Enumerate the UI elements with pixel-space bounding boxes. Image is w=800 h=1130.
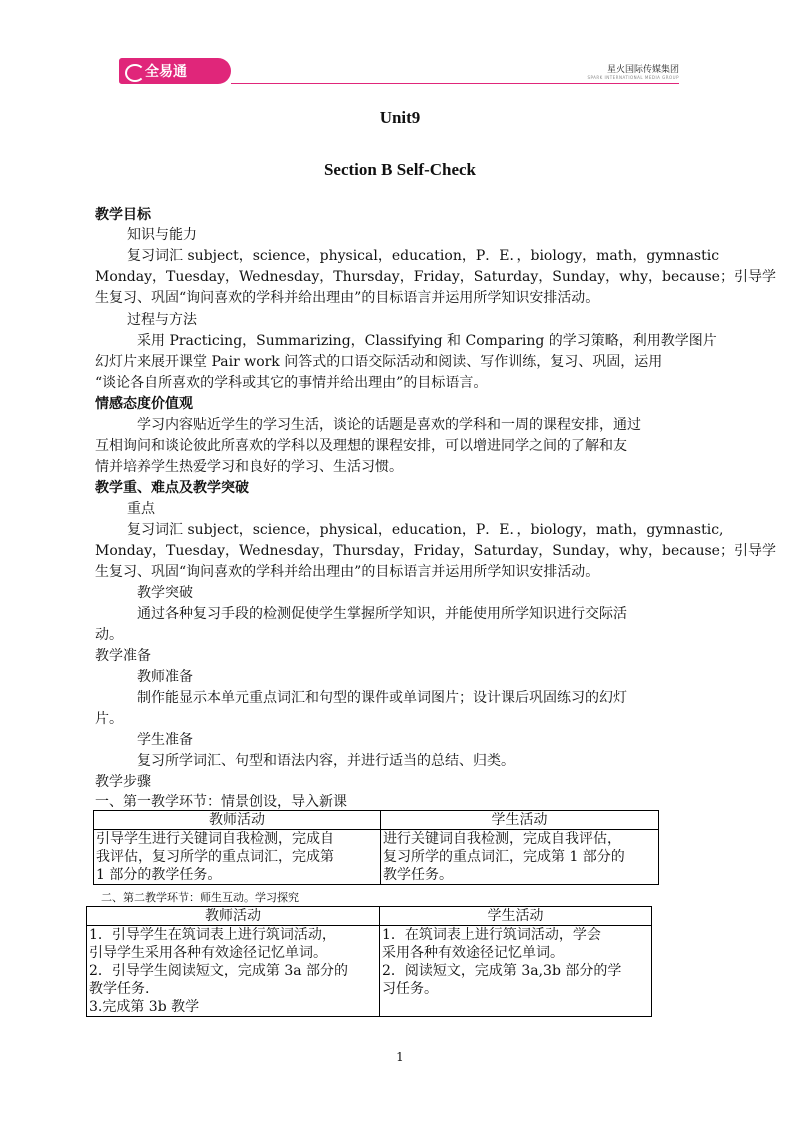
paragraph-line: “谈论各自所喜欢的学科或其它的事情并给出理由”的目标语言。 — [95, 375, 488, 391]
publisher-brand — [587, 62, 679, 80]
subheading-student-prep: 学生准备 — [137, 732, 193, 748]
subheading-process: 过程与方法 — [127, 312, 197, 328]
activity-table-2 — [86, 906, 652, 1017]
document-title: Unit9 — [379, 108, 421, 127]
publisher-name: 星火国际传媒集团 — [606, 65, 679, 75]
logo-text: 全易通 — [145, 64, 187, 80]
step-two-label: 二、第二教学环节：师生互动。学习探究 — [101, 891, 299, 904]
paragraph-line: 学习内容贴近学生的学习生活，谈论的话题是喜欢的学科和一周的课程安排，通过 — [137, 417, 641, 433]
subheading-breakthrough: 教学突破 — [137, 585, 193, 601]
paragraph-line: 情并培养学生热爱学习和良好的学习、生活习惯。 — [95, 459, 403, 475]
table-cell-teacher: 引导学生进行关键词自我检测，完成自 我评估，复习所学的重点词汇，完成第 1 部分的教学任务。 — [94, 830, 381, 885]
table-header: 学生活动 — [380, 907, 652, 926]
paragraph-line: 生复习、巩固“询问喜欢的学科并给出理由”的目标语言并运用所学知识安排活动。 — [95, 290, 600, 306]
page-header — [119, 56, 679, 86]
subheading-knowledge: 知识与能力 — [127, 227, 197, 243]
heading-steps: 教学步骤 — [95, 774, 151, 790]
subheading-focus: 重点 — [127, 501, 155, 517]
table-row — [94, 830, 659, 885]
paragraph-line: 生复习、巩固“询问喜欢的学科并给出理由”的目标语言并运用所学知识安排活动。 — [95, 564, 600, 580]
table-cell-teacher: 1．引导学生在筑词表上进行筑词活动， 引导学生采用各种有效途径记忆单词。 2．引导学生阅读短文，完成第 3a 部分的 教学任务. 3.完成第 3b 教学 — [87, 926, 380, 1017]
paragraph-line: 制作能显示本单元重点词汇和句型的课件或单词图片；设计课后巩固练习的幻灯 — [137, 690, 627, 706]
step-one-label: 一、第一教学环节：情景创设，导入新课 — [95, 794, 347, 810]
paragraph-line: 复习所学词汇、句型和语法内容，并进行适当的总结、归类。 — [137, 753, 515, 769]
document-subtitle: Section B Self-Check — [323, 160, 477, 179]
activity-table-1 — [93, 810, 659, 885]
table-cell-student: 1．在筑词表上进行筑词活动，学会 采用各种有效途径记忆单词。 2．阅读短文，完成第 3a,3b 部分的学 习任务。 — [380, 926, 652, 1017]
paragraph-line: 幻灯片来展开课堂 Pair work 问答式的口语交际活动和阅读、写作训练，复习、巩固，运用 — [95, 354, 663, 370]
publisher-name-en: SPARK INTERNATIONAL MEDIA GROUP — [587, 75, 679, 80]
table-header: 教师活动 — [87, 907, 380, 926]
paragraph-line: 通过各种复习手段的检测促使学生掌握所学知识，并能使用所学知识进行交际活 — [137, 606, 627, 622]
heading-attitude: 情感态度价值观 — [95, 396, 193, 412]
heading-key-points: 教学重、难点及教学突破 — [95, 480, 249, 496]
paragraph-line: 复习词汇 subject，science，physical，education，P．E．，biology，math，gymnastic, — [127, 522, 724, 538]
swoosh-icon — [125, 64, 145, 82]
table-header: 教师活动 — [94, 811, 381, 830]
paragraph-line: 动。 — [95, 627, 123, 643]
paragraph-line: 采用 Practicing，Summarizing，Classifying 和 Comparing 的学习策略，利用教学图片 — [137, 333, 717, 349]
heading-preparation: 教学准备 — [95, 648, 151, 664]
table-header: 学生活动 — [381, 811, 659, 830]
subheading-teacher-prep: 教师准备 — [137, 669, 193, 685]
paragraph-line: 复习词汇 subject，science，physical，education，P．E．，biology，math，gymnastic — [127, 248, 720, 264]
paragraph-line: Monday，Tuesday，Wednesday，Thursday，Friday，Saturday，Sunday，why，because；引导学 — [95, 543, 776, 559]
heading-teaching-goals: 教学目标 — [95, 207, 151, 223]
paragraph-line: Monday，Tuesday，Wednesday，Thursday，Friday，Saturday，Sunday，why，because；引导学 — [95, 269, 776, 285]
page-number: 1 — [396, 1050, 404, 1064]
header-rule — [231, 83, 679, 84]
table-row — [87, 926, 652, 1017]
table-cell-student: 进行关键词自我检测，完成自我评估， 复习所学的重点词汇，完成第 1 部分的 教学任务。 — [381, 830, 659, 885]
brand-logo — [119, 58, 231, 84]
paragraph-line: 互相询问和谈论彼此所喜欢的学科以及理想的课程安排，可以增进同学之间的了解和友 — [95, 438, 627, 454]
paragraph-line: 片。 — [95, 711, 123, 727]
